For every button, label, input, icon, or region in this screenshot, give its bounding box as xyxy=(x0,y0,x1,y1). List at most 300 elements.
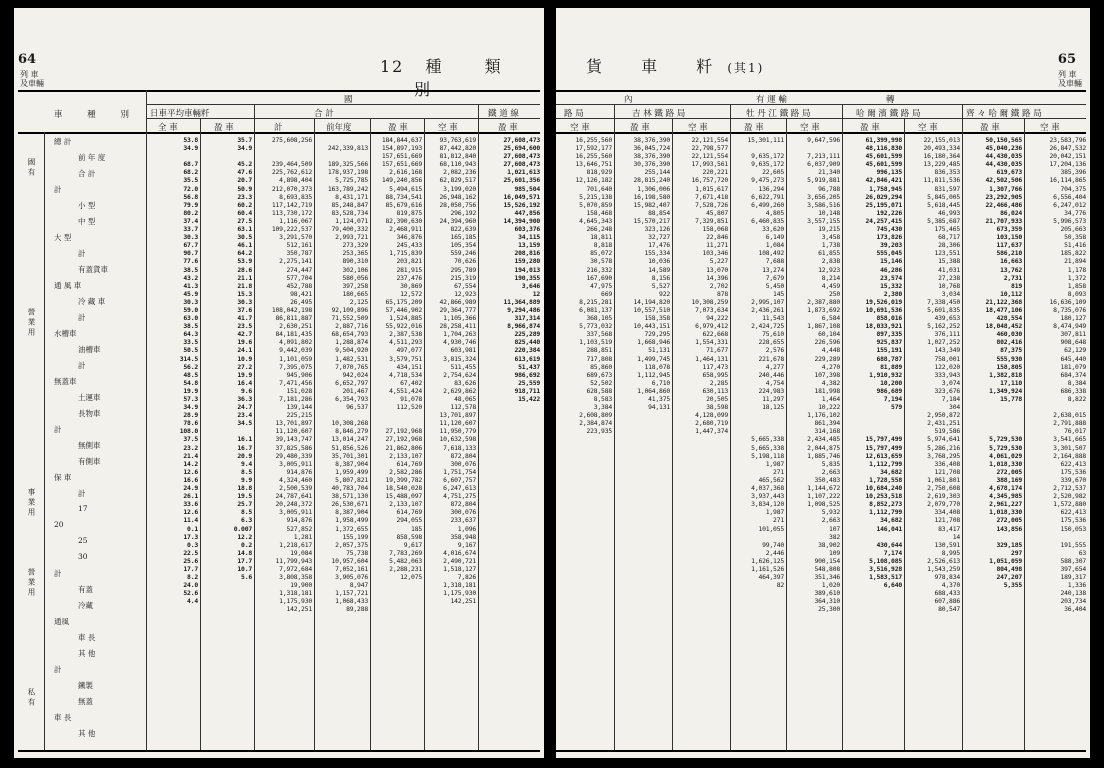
table-cell: 189,325,566 xyxy=(327,160,368,169)
table-cell xyxy=(616,484,670,492)
table-cell: 44,430,035 xyxy=(985,160,1022,169)
table-cell: 0.007 xyxy=(233,524,252,533)
table-cell: 150,053 xyxy=(1060,524,1086,533)
col-r2 xyxy=(616,136,670,605)
table-cell: 63.0 xyxy=(183,314,198,323)
table-cell: 19,399,782 xyxy=(385,475,422,484)
table-cell: 7,052,161 xyxy=(335,564,368,573)
sub-header: 空 車 xyxy=(1040,123,1060,133)
table-cell: 22,846 xyxy=(706,233,728,242)
row-col-header: 車 種 別 xyxy=(54,110,129,120)
row-label: 大 型 xyxy=(54,233,72,242)
table-cell xyxy=(480,427,540,435)
table-cell: 11,364,889 xyxy=(503,297,540,306)
table-cell: 14.2 xyxy=(183,459,198,468)
table-cell: 123,551 xyxy=(934,249,960,258)
table-cell: 6,640 xyxy=(883,581,902,590)
table-cell xyxy=(202,152,252,160)
book-gutter xyxy=(544,0,556,768)
table-cell: 167,690 xyxy=(586,273,612,282)
table-cell: 2,082,236 xyxy=(443,168,476,177)
table-cell xyxy=(202,597,252,605)
table-cell: 109,222,537 xyxy=(271,225,312,234)
table-cell: 38,376,390 xyxy=(633,136,670,144)
side-label: 事 業 用 xyxy=(27,488,36,516)
table-cell: 45.9 xyxy=(183,289,198,298)
table-cell: 8,474,949 xyxy=(1053,322,1086,331)
row-label: 車 長 xyxy=(54,713,72,722)
row-label: 其 他 xyxy=(78,729,96,738)
row-label: 水槽車 xyxy=(54,329,77,338)
table-cell: 98,421 xyxy=(290,289,312,298)
table-cell: 20.7 xyxy=(237,176,252,185)
table-cell: 112,578 xyxy=(450,403,476,412)
table-cell: 85,860 xyxy=(590,362,612,371)
table-cell xyxy=(556,452,612,460)
table-cell: 2,887,716 xyxy=(335,322,368,331)
table-cell: 900,154 xyxy=(814,556,840,565)
table-cell: 72.0 xyxy=(183,184,198,193)
sub-header: 空 車 xyxy=(688,123,708,133)
table-cell: 2,582,286 xyxy=(389,467,422,476)
table-cell: 239,464,509 xyxy=(271,160,312,169)
table-cell: 22,466,486 xyxy=(985,200,1022,209)
table-cell: 2,961,227 xyxy=(989,500,1022,509)
table-cell: 11,543 xyxy=(762,314,784,323)
table-cell: 223,935 xyxy=(586,427,612,436)
table-cell: 7,338,450 xyxy=(927,297,960,306)
table-cell: 70,626 xyxy=(454,257,476,266)
table-cell: 26.1 xyxy=(183,492,198,501)
table-cell: 2,629,862 xyxy=(443,386,476,395)
table-cell: 26,847,532 xyxy=(1049,144,1086,153)
table-cell xyxy=(616,549,670,557)
table-cell: 9,475,273 xyxy=(751,176,784,185)
table-cell: 2,079,770 xyxy=(927,500,960,509)
table-cell: 60.2 xyxy=(237,200,252,209)
table-cell: 11,120,607 xyxy=(439,419,476,428)
table-cell: 37.6 xyxy=(237,305,252,314)
table-cell: 155,199 xyxy=(342,532,368,541)
row-label: 計 xyxy=(54,569,62,578)
table-cell: 109 xyxy=(829,548,840,557)
table-cell: 622,413 xyxy=(1060,459,1086,468)
row-label: 計 xyxy=(54,665,62,674)
table-cell: 1,144,672 xyxy=(807,484,840,493)
table-cell: 184,844,637 xyxy=(381,136,422,144)
table-cell: 2,791,888 xyxy=(1053,419,1086,428)
table-cell: 180,665 xyxy=(342,289,368,298)
table-cell: 4,345,985 xyxy=(989,492,1022,501)
table-cell: 5,070,859 xyxy=(579,200,612,209)
table-cell xyxy=(674,492,728,500)
table-cell: 21,122,368 xyxy=(985,297,1022,306)
table-cell: 6,652,797 xyxy=(335,378,368,387)
table-cell: 16,255,560 xyxy=(575,152,612,161)
table-cell: 281,915 xyxy=(396,265,422,274)
table-cell: 271 xyxy=(773,467,784,476)
col-r4 xyxy=(732,136,784,614)
table-cell: 376,111 xyxy=(934,330,960,339)
table-cell: 205,663 xyxy=(1060,225,1086,234)
table-cell: 12,613,659 xyxy=(865,451,902,460)
table-cell: 93,763,619 xyxy=(439,136,476,144)
table-cell xyxy=(372,589,422,597)
table-cell: 6,584 xyxy=(821,314,840,323)
table-cell: 185,822 xyxy=(1060,249,1086,258)
table-cell: 26,530,671 xyxy=(331,500,368,509)
table-cell: 1,728,558 xyxy=(869,475,902,484)
table-cell: 861,394 xyxy=(814,419,840,428)
row-label: 17 xyxy=(78,504,88,513)
table-bottom-rule xyxy=(18,750,540,752)
table-cell: 15,982,407 xyxy=(633,200,670,209)
table-cell: 1,858 xyxy=(1067,281,1086,290)
table-cell: 34,682 xyxy=(880,467,902,476)
table-cell: 105,354 xyxy=(450,241,476,250)
row-label: 其 他 xyxy=(78,649,96,658)
table-cell: 271 xyxy=(773,516,784,525)
table-cell: 87,442,820 xyxy=(439,144,476,153)
table-cell: 28,258,411 xyxy=(439,322,476,331)
table-cell: 5,835 xyxy=(821,459,840,468)
table-cell: 7,329,851 xyxy=(695,216,728,225)
table-cell: 13,646,751 xyxy=(575,160,612,169)
table-cell: 2,630,251 xyxy=(279,322,312,331)
table-cell: 19.6 xyxy=(237,338,252,347)
table-cell: 673,359 xyxy=(996,225,1022,234)
col-total-prev xyxy=(316,136,368,614)
side-label: 營 業 用 xyxy=(27,568,36,596)
table-cell xyxy=(674,476,728,484)
table-cell: 108,492 xyxy=(758,249,784,258)
table-cell: 50,358 xyxy=(1064,233,1086,242)
table-cell: 758,001 xyxy=(934,354,960,363)
table-cell: 1,958,499 xyxy=(335,516,368,525)
table-cell: 34,115 xyxy=(518,233,540,242)
table-cell: 233,637 xyxy=(450,516,476,525)
table-cell xyxy=(674,565,728,573)
table-cell: 11,297 xyxy=(762,395,784,403)
table-cell xyxy=(788,144,840,152)
table-cell xyxy=(556,565,612,573)
table-cell: 9,294,486 xyxy=(507,305,540,314)
table-cell xyxy=(674,500,728,508)
table-cell: 5,494,615 xyxy=(389,184,422,193)
table-cell: 607,886 xyxy=(934,597,960,606)
table-cell: 68,654,793 xyxy=(331,330,368,339)
table-cell: 26,948,162 xyxy=(439,192,476,201)
table-cell: 5,807,821 xyxy=(335,475,368,484)
table-cell: 14,194,820 xyxy=(633,297,670,306)
table-cell: 9.9 xyxy=(241,475,252,484)
sub-header: 盈 車 xyxy=(980,123,1000,133)
table-cell: 1,464 xyxy=(821,395,840,403)
table-cell: 1,027,252 xyxy=(927,338,960,347)
table-cell xyxy=(674,435,728,443)
table-cell: 447,856 xyxy=(514,208,540,217)
table-cell: 175,536 xyxy=(1060,516,1086,525)
table-cell: 18,811 xyxy=(590,233,612,242)
header-top-rule xyxy=(18,90,540,92)
table-cell: 139,144 xyxy=(286,403,312,412)
table-cell: 19.9 xyxy=(183,386,198,395)
table-cell: 45,601,599 xyxy=(865,160,902,169)
table-cell: 10,443,151 xyxy=(633,322,670,331)
table-cell: 346,876 xyxy=(396,233,422,242)
table-cell: 317,314 xyxy=(514,314,540,323)
table-cell xyxy=(674,525,728,533)
table-cell: 23.2 xyxy=(183,443,198,452)
table-cell xyxy=(616,516,670,524)
table-cell: 7,070,765 xyxy=(335,362,368,371)
row-label: 25 xyxy=(78,536,88,545)
table-cell xyxy=(674,549,728,557)
table-cell: 7,073,634 xyxy=(695,305,728,314)
table-cell xyxy=(556,484,612,492)
table-cell: 1,281 xyxy=(293,532,312,541)
table-cell: 1,307,766 xyxy=(989,184,1022,193)
table-cell: 226,596 xyxy=(814,338,840,347)
table-cell: 30.3 xyxy=(183,297,198,306)
table-cell: 212,070,373 xyxy=(271,184,312,193)
table-cell: 14,396 xyxy=(706,273,728,282)
table-cell: 154,897,193 xyxy=(381,144,422,153)
table-cell: 13,762 xyxy=(1000,265,1022,274)
table-cell xyxy=(480,492,540,500)
table-cell xyxy=(256,152,312,160)
table-cell: 203,734 xyxy=(1060,597,1086,606)
table-cell: 3,808,358 xyxy=(279,573,312,582)
table-cell: 3,586,516 xyxy=(807,200,840,209)
table-cell: 294,055 xyxy=(396,516,422,525)
table-cell: 275,608,256 xyxy=(271,136,312,144)
table-cell: 94,131 xyxy=(648,403,670,412)
table-cell: 12.6 xyxy=(183,467,198,476)
table-cell: 2,680,719 xyxy=(695,419,728,428)
table-cell: 2,950,872 xyxy=(927,411,960,420)
table-cell: 272,005 xyxy=(996,516,1022,525)
table-cell: 240,138 xyxy=(1060,589,1086,598)
side-label: 私 有 xyxy=(27,688,36,706)
table-cell: 180,127 xyxy=(1060,314,1086,323)
table-cell: 2,424,725 xyxy=(751,322,784,331)
table-cell: 8,093 xyxy=(1067,289,1086,298)
table-cell: 4,016,674 xyxy=(443,548,476,557)
table-cell xyxy=(480,403,540,411)
table-cell: 2,526,613 xyxy=(927,556,960,565)
table-cell: 15,422 xyxy=(518,395,540,403)
table-cell: 59.0 xyxy=(183,305,198,314)
table-cell: 158,468 xyxy=(586,208,612,217)
table-cell: 22,121,554 xyxy=(691,136,728,144)
table-cell: 67,402 xyxy=(400,378,422,387)
table-cell: 274,447 xyxy=(286,265,312,274)
table-cell: 497,077 xyxy=(396,346,422,355)
table-cell: 21,862,806 xyxy=(385,443,422,452)
table-cell: 1,051,059 xyxy=(989,556,1022,565)
table-cell xyxy=(256,144,312,152)
table-cell: 3,834,120 xyxy=(751,500,784,509)
table-cell: 63.1 xyxy=(237,225,252,234)
table-cell: 46.1 xyxy=(237,241,252,250)
table-cell: 42,866,989 xyxy=(439,297,476,306)
table-cell: 35,701,301 xyxy=(331,451,368,460)
header-rule-1 xyxy=(146,104,540,105)
table-cell: 56.8 xyxy=(183,192,198,201)
table-cell xyxy=(480,516,540,524)
railway-header: 鐵 道 線 xyxy=(488,109,519,119)
table-cell: 5,729,530 xyxy=(989,443,1022,452)
table-cell xyxy=(556,549,612,557)
table-cell xyxy=(616,460,670,468)
table-cell xyxy=(316,152,368,160)
table-cell: 0.2 xyxy=(241,540,252,549)
table-cell: 2,164,888 xyxy=(1053,451,1086,460)
table-cell: 978,834 xyxy=(934,573,960,582)
table-cell: 16,255,560 xyxy=(575,136,612,144)
table-cell: 175,465 xyxy=(934,225,960,234)
table-cell: 686,338 xyxy=(1060,386,1086,395)
table-cell: 63 xyxy=(1078,548,1086,557)
table-cell: 819,875 xyxy=(396,208,422,217)
table-cell: 6,247,012 xyxy=(1053,200,1086,209)
table-cell: 358,948 xyxy=(450,532,476,541)
table-cell xyxy=(732,144,784,152)
table-cell: 1,738 xyxy=(821,241,840,250)
table-cell: 8,215,281 xyxy=(579,297,612,306)
table-cell: 61,399,998 xyxy=(865,136,902,144)
table-cell: 94,222 xyxy=(706,314,728,323)
table-cell: 1,175,930 xyxy=(279,597,312,606)
table-cell: 9.4 xyxy=(241,459,252,468)
table-cell xyxy=(480,533,540,541)
table-cell: 91,078 xyxy=(400,395,422,403)
table-cell: 7,471,456 xyxy=(279,378,312,387)
table-cell: 802,416 xyxy=(996,338,1022,347)
table-cell: 323,676 xyxy=(934,386,960,395)
table-cell: 82 xyxy=(776,581,784,590)
table-cell: 822,639 xyxy=(450,225,476,234)
table-cell: 7,213,111 xyxy=(807,152,840,161)
table-cell: 1,112,945 xyxy=(637,370,670,379)
table-cell: 2,434,485 xyxy=(807,435,840,444)
table-cell: 15,797,499 xyxy=(865,435,902,444)
table-cell: 5,845,005 xyxy=(927,192,960,201)
table-cell xyxy=(480,597,540,605)
table-cell: 17.7 xyxy=(237,556,252,565)
table-cell: 145 xyxy=(773,289,784,298)
table-cell: 6,499,260 xyxy=(751,200,784,209)
table-cell: 103,150 xyxy=(996,233,1022,242)
col-daily-loaded xyxy=(202,136,252,605)
table-cell: 143,349 xyxy=(934,346,960,355)
table-cell: 333,943 xyxy=(934,370,960,379)
table-cell: 16,663 xyxy=(1000,257,1022,266)
table-cell: 19.5 xyxy=(237,492,252,501)
table-cell: 13,014,247 xyxy=(331,435,368,444)
table-cell: 729,295 xyxy=(644,330,670,339)
table-cell: 836,353 xyxy=(934,168,960,177)
table-cell: 80,547 xyxy=(938,605,960,614)
table-cell: 11,811,536 xyxy=(923,176,960,185)
row-label: 總 計 xyxy=(54,137,72,146)
table-cell: 18,033,921 xyxy=(865,322,902,331)
table-cell: 85,072 xyxy=(590,249,612,258)
table-cell: 579 xyxy=(891,403,902,412)
table-cell: 79,400,332 xyxy=(331,225,368,234)
table-cell xyxy=(556,605,612,613)
table-cell: 11,799,943 xyxy=(275,556,312,565)
table-cell xyxy=(674,460,728,468)
table-cell: 165,185 xyxy=(450,233,476,242)
table-cell xyxy=(202,581,252,589)
table-cell: 8,214 xyxy=(821,273,840,282)
table-cell: 35.5 xyxy=(183,176,198,185)
table-cell: 1,885,746 xyxy=(807,451,840,460)
sub-header: 空 車 xyxy=(918,123,938,133)
table-cell xyxy=(616,435,670,443)
col-total-loaded xyxy=(372,136,422,605)
table-cell: 34.9 xyxy=(237,144,252,153)
table-cell: 2,663 xyxy=(821,516,840,525)
table-cell xyxy=(964,533,1022,541)
table-cell: 1,583,517 xyxy=(869,573,902,582)
table-cell: 12.6 xyxy=(183,508,198,517)
table-cell: 175,536 xyxy=(1060,467,1086,476)
col-r1 xyxy=(556,136,612,614)
table-cell: 201,467 xyxy=(342,386,368,395)
table-cell: 194,013 xyxy=(514,265,540,274)
table-cell: 908,648 xyxy=(1060,338,1086,347)
table-cell xyxy=(844,419,902,427)
table-cell: 2,057,375 xyxy=(335,540,368,549)
table-cell: 3,291,570 xyxy=(279,233,312,242)
table-cell: 4,037,368 xyxy=(751,484,784,493)
table-cell: 107,398 xyxy=(814,370,840,379)
table-cell: 30,869 xyxy=(400,281,422,290)
row-label: 鐵製 xyxy=(78,681,93,690)
table-cell: 8,947 xyxy=(349,581,368,590)
table-cell: 11,120,607 xyxy=(275,427,312,436)
table-cell: 47,975 xyxy=(590,281,612,290)
table-cell: 5,162,252 xyxy=(927,322,960,331)
table-cell: 1,751,754 xyxy=(443,467,476,476)
table-cell: 16,114,865 xyxy=(1049,176,1086,185)
table-cell: 1,021,613 xyxy=(507,168,540,177)
table-cell: 5,286,216 xyxy=(927,443,960,452)
table-cell: 75,738 xyxy=(346,548,368,557)
table-cell xyxy=(964,419,1022,427)
table-cell xyxy=(556,444,612,452)
table-cell xyxy=(844,411,902,419)
table-cell: 11,950,779 xyxy=(439,427,476,436)
table-cell: 12.2 xyxy=(237,532,252,541)
table-cell: 8.5 xyxy=(241,467,252,476)
table-cell: 71,677 xyxy=(706,346,728,355)
left-page: 64 列 車 及車輛 12 種 類 別 車 種 別 日車平均車輛粁 全 車 盈 車 國 合 計 計 前年度 盈 車 空 車 鐵 道 線 盈 車 國 有 營 業 用 事 業 用 營 業 用 私 有 總 計 前 年 度 合 計 計 小 型 中 型 大 型 計 有蓋貨車 通 風 車 冷 藏 車 計 水槽車 油槽車 計 無蓋車 土運車 長物車 計 無側車 有側車 保 車 計 17 20 25 30 計 有蓋 冷藏 通風 車 長 其 他 計 鐵製 無蓋 車 長 其 他 53.8 34.9 68.7 68.2 35.5 72.0 56.8 79.9 80.2 37.4 33.7 30.3 67.7 90.7 77.6 38.5 43.2 41.3 45.9 30.3 59.0 63.0 38.5 64.3 33.5 50.5 314.5 56.2 48.5 54.8 19.9 57.3 34.9 28.9 78.6 108.0 37.5 23.2 21.4 14.2 12.6 16.6 24.9 26.1 33.6 12.6 11.4 0.1 17.3 0.3 22.5 25.6 17.7 8.2 24.0 52.6 4.4 35.7 34.9 45.2 47.6 20.7 50.9 23.3 60.2 60.4 27.5 63.1 30.5 46.1 64.2 53.9 28.6 21.1 21.8 15.3 30.3 37.6 41.7 23.5 42.7 19.6 24.1 10.9 27.2 19.9 16.4 9.6 36.3 24.7 23.4 34.5 16.1 16.7 20.9 9.4 8.5 9.9 18.8 19.5 25.7 8.5 6.3 0.007 12.2 0.2 14.8 17.7 10.7 5.6 275,608,256 239,464,509 225,762,612 4,898,404 212,070,373 8,693,835 117,142,719 113,730,172 1,116,067 109,222,537 3,291,570 512,161 350,787 2,275,141 274,447 577,704 452,788 98,421 26,495 108,042,198 86,811,887 2,630,251 84,181,435 4,091,802 9,442,039 1,101,059 7,395,075 945,906 7,471,456 151,028 7,181,286 139,144 225,215 13,701,897 11,120,607 39,143,747 37,825,586 29,480,339 3,005,911 914,876 4,324,460 2,500,539 24,787,641 20,248,372 3,005,911 914,876 527,852 1,281 1,218,617 19,084 11,799,943 7,972,684 3,808,358 19,900 1,318,181 1,175,930 142,251 242,339,813 189,325,566 178,937,198 5,725,785 163,789,242 8,431,171 85,248,847 83,528,734 1,124,071 79,400,332 2,993,721 273,329 253,365 890,310 302,106 580,056 397,258 180,665 2,125 92,109,896 71,552,509 2,887,716 68,654,793 1,288,874 9,504,920 1,482,531 7,070,765 942,024 6,652,797 201,467 6,354,793 96,537 10,308,268 8,846,279 13,014,247 51,856,526 35,701,301 8,387,904 1,959,499 5,807,821 40,783,704 38,571,130 26,530,671 8,387,904 1,958,499 1,372,655 155,199 2,057,375 75,738 10,957,604 7,052,161 3,905,076 8,947 1,157,721 1,068,433 89,288 184,844,637 154,897,193 157,651,669 157,651,669 2,616,168 149,240,856 5,494,615 88,734,541 85,679,616 819,875 82,390,630 2,468,911 346,876 245,433 1,715,839 203,821 281,915 237,476 30,869 12,572 65,175,209 57,446,902 1,524,885 55,922,016 2,387,538 4,511,293 497,077 3,579,751 434,151 4,718,534 67,402 4,551,424 91,078 112,520 27,192,968 27,192,968 21,862,806 2,133,107 614,769 2,582,286 19,399,782 18,540,028 15,488,097 2,133,107 614,769 294,055 185 858,598 9,617 7,783,269 5,482,063 2,288,231 12,075 93,763,619 87,442,820 81,812,840 68,110,943 2,082,236 62,829,517 3,199,020 26,948,162 28,050,756 296,192 24,394,960 822,639 165,185 105,354 559,246 70,626 295,789 215,319 67,554 12,923 42,866,989 29,364,777 1,105,366 28,258,411 1,704,263 4,930,746 603,981 3,815,324 511,455 2,754,624 83,626 2,629,862 48,065 112,578 13,701,897 11,120,607 11,950,779 10,632,598 7,618,133 872,804 300,076 1,751,754 6,607,757 6,247,613 4,751,275 872,804 300,076 233,637 1,096 358,948 9,167 4,016,674 2,490,721 1,518,127 7,826 1,318,181 1,175,930 142,251 27,608,473 25,694,600 27,608,473 27,608,473 1,021,613 25,601,356 985,504 16,049,571 15,526,192 447,856 14,394,900 603,376 34,115 13,159 208,816 159,280 194,013 190,355 3,646 12 11,364,889 9,294,486 317,314 8,966,874 225,289 825,440 220,384 613,619 51,437 986,692 25,559 918,711 15,422 xyxy=(14,8,544,758)
table-cell: 21.4 xyxy=(183,451,198,460)
table-cell: 819 xyxy=(1011,281,1022,290)
table-cell: 858,598 xyxy=(396,532,422,541)
table-cell: 1,524,885 xyxy=(389,314,422,323)
table-cell xyxy=(372,411,422,419)
table-cell: 6,979,412 xyxy=(695,322,728,331)
table-cell: 1,288,874 xyxy=(335,338,368,347)
table-cell: 1,572,880 xyxy=(1053,500,1086,509)
table-cell: 117,473 xyxy=(702,362,728,371)
table-cell: 3,768,295 xyxy=(927,451,960,460)
